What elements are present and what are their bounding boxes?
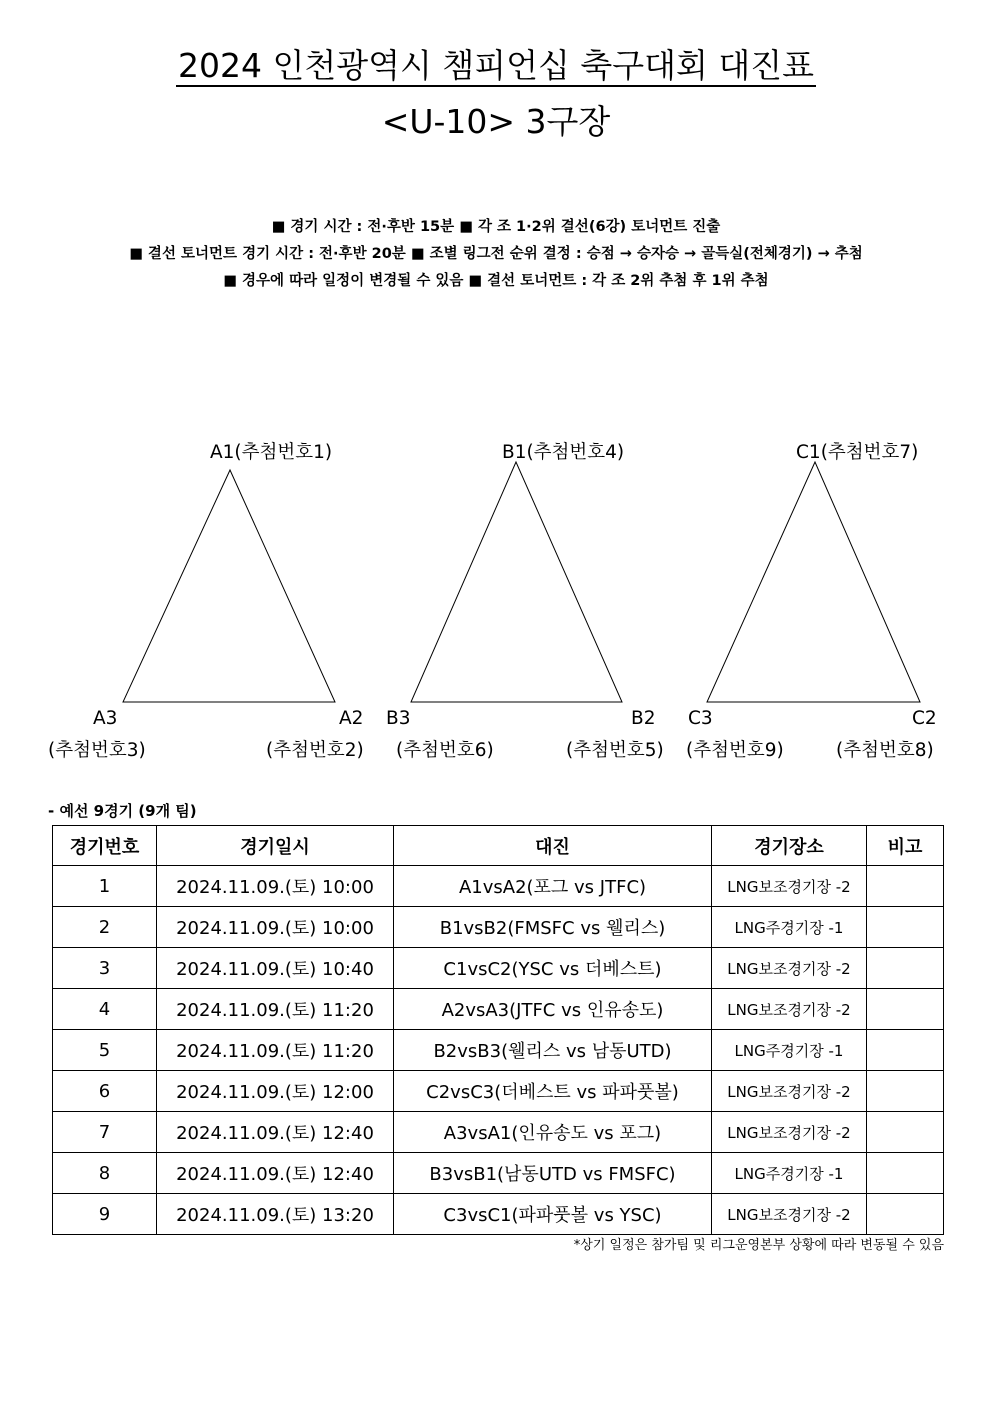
cell-note <box>867 866 944 907</box>
group-b-left-draw: (추첨번호6) <box>396 740 494 761</box>
schedule-table <box>52 825 944 1235</box>
page-title <box>0 44 992 88</box>
cell-venue: LNG보조경기장 -2 <box>712 948 867 989</box>
cell-match-no: 3 <box>53 948 157 989</box>
cell-venue: LNG보조경기장 -2 <box>712 866 867 907</box>
table-row <box>53 907 944 948</box>
cell-match-no: 5 <box>53 1030 157 1071</box>
cell-match-no: 9 <box>53 1194 157 1235</box>
cell-note <box>867 1153 944 1194</box>
rule-line-2: ■ 결선 토너먼트 경기 시간 : 전·후반 20분 ■ 조별 링그전 순위 결정 : 승점 → 승자승 → 골득실(전체경기) → 추첨 <box>129 246 863 262</box>
table-row <box>53 1194 944 1235</box>
footnote: *상기 일정은 참가팀 및 리그운영본부 상황에 따라 변동될 수 있음 <box>573 1238 944 1253</box>
cell-match: A2vsA3(JTFC vs 인유송도) <box>394 989 712 1030</box>
cell-venue: LNG보조경기장 -2 <box>712 1112 867 1153</box>
cell-venue: LNG보조경기장 -2 <box>712 1194 867 1235</box>
cell-venue: LNG보조경기장 -2 <box>712 1071 867 1112</box>
group-brackets <box>0 430 992 770</box>
group-a-left-draw: (추첨번호3) <box>48 740 146 761</box>
cell-match-no: 6 <box>53 1071 157 1112</box>
cell-note <box>867 1194 944 1235</box>
cell-match: B2vsB3(웰리스 vs 남동UTD) <box>394 1030 712 1071</box>
cell-datetime: 2024.11.09.(토) 12:40 <box>157 1112 394 1153</box>
rule-line-1: ■ 경기 시간 : 전·후반 15분 ■ 각 조 1·2위 결선(6강) 토너먼트 진출 <box>271 219 721 235</box>
header-note: 비고 <box>867 826 944 866</box>
cell-venue: LNG주경기장 -1 <box>712 1153 867 1194</box>
cell-match-no: 2 <box>53 907 157 948</box>
cell-match: A3vsA1(인유송도 vs 포그) <box>394 1112 712 1153</box>
cell-venue: LNG주경기장 -1 <box>712 1030 867 1071</box>
cell-datetime: 2024.11.09.(토) 10:00 <box>157 907 394 948</box>
group-b-triangle <box>411 462 622 702</box>
header-venue: 경기장소 <box>712 826 867 866</box>
cell-match: C1vsC2(YSC vs 더베스트) <box>394 948 712 989</box>
cell-datetime: 2024.11.09.(토) 10:40 <box>157 948 394 989</box>
table-header-row <box>53 826 944 866</box>
cell-datetime: 2024.11.09.(토) 11:20 <box>157 1030 394 1071</box>
group-a-right-draw: (추첨번호2) <box>266 740 364 761</box>
group-triangles <box>0 430 992 770</box>
header-match-no: 경기번호 <box>53 826 157 866</box>
cell-match: C3vsC1(파파풋볼 vs YSC) <box>394 1194 712 1235</box>
page-title-text: 2024 인천광역시 챔피언십 축구대회 대진표 <box>178 46 814 85</box>
table-row <box>53 1112 944 1153</box>
table-row <box>53 948 944 989</box>
group-b-right-code: B2 <box>631 708 656 729</box>
group-a-top-label: A1(추첨번호1) <box>210 442 333 463</box>
header-datetime: 경기일시 <box>157 826 394 866</box>
group-c-left-code: C3 <box>688 708 713 729</box>
cell-venue: LNG주경기장 -1 <box>712 907 867 948</box>
group-b-top-label: B1(추첨번호4) <box>502 442 625 463</box>
header-match: 대진 <box>394 826 712 866</box>
cell-note <box>867 1112 944 1153</box>
group-c-right-code: C2 <box>912 708 937 729</box>
cell-match: B3vsB1(남동UTD vs FMSFC) <box>394 1153 712 1194</box>
cell-match: B1vsB2(FMSFC vs 웰리스) <box>394 907 712 948</box>
group-c-top-label: C1(추첨번호7) <box>796 442 919 463</box>
cell-datetime: 2024.11.09.(토) 11:20 <box>157 989 394 1030</box>
table-row <box>53 1153 944 1194</box>
cell-match-no: 7 <box>53 1112 157 1153</box>
table-row <box>53 1071 944 1112</box>
cell-match: A1vsA2(포그 vs JTFC) <box>394 866 712 907</box>
cell-datetime: 2024.11.09.(토) 13:20 <box>157 1194 394 1235</box>
cell-note <box>867 948 944 989</box>
group-c-right-draw: (추첨번호8) <box>836 740 934 761</box>
table-row <box>53 989 944 1030</box>
cell-match-no: 4 <box>53 989 157 1030</box>
cell-note <box>867 1071 944 1112</box>
group-b-right-draw: (추첨번호5) <box>566 740 664 761</box>
cell-datetime: 2024.11.09.(토) 12:00 <box>157 1071 394 1112</box>
cell-datetime: 2024.11.09.(토) 12:40 <box>157 1153 394 1194</box>
page-subtitle: <U-10> 3구장 <box>381 102 611 141</box>
cell-note <box>867 907 944 948</box>
rule-line-3: ■ 경우에 따라 일정이 변경될 수 있음 ■ 결선 토너먼트 : 각 조 2위 추첨 후 1위 추첨 <box>223 273 769 289</box>
group-c-left-draw: (추첨번호9) <box>686 740 784 761</box>
group-b-left-code: B3 <box>386 708 411 729</box>
cell-note <box>867 1030 944 1071</box>
table-row <box>53 866 944 907</box>
cell-venue: LNG보조경기장 -2 <box>712 989 867 1030</box>
group-c-triangle <box>707 462 920 702</box>
cell-datetime: 2024.11.09.(토) 10:00 <box>157 866 394 907</box>
cell-note <box>867 989 944 1030</box>
group-a-left-code: A3 <box>93 708 118 729</box>
cell-match-no: 1 <box>53 866 157 907</box>
section-label: - 예선 9경기 (9개 팀) <box>48 802 197 820</box>
cell-match-no: 8 <box>53 1153 157 1194</box>
group-a-right-code: A2 <box>339 708 364 729</box>
cell-match: C2vsC3(더베스트 vs 파파풋볼) <box>394 1071 712 1112</box>
table-row <box>53 1030 944 1071</box>
rules-block <box>0 214 992 295</box>
group-a-triangle <box>123 470 335 702</box>
